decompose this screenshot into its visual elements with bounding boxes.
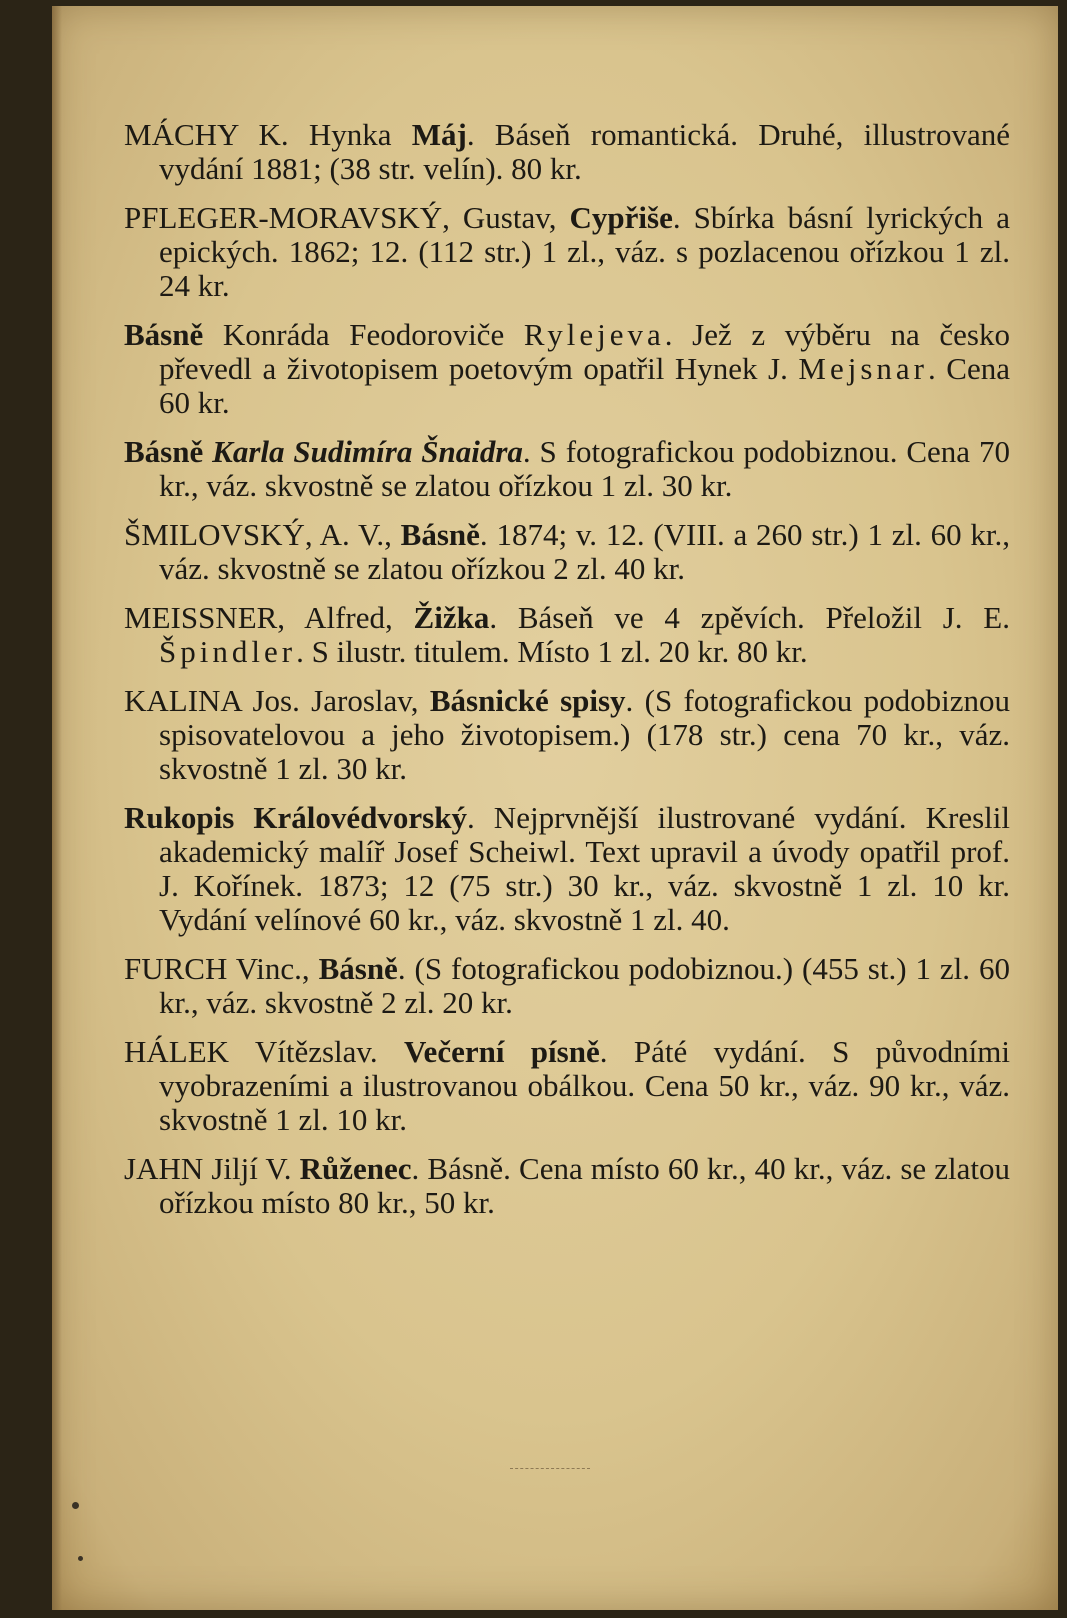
catalog-entry — [124, 801, 1010, 937]
catalog-entry — [124, 435, 1010, 503]
entry-author: ŠMILOVSKÝ, A. V., — [124, 517, 401, 552]
entry-details: . Páté vydání. S původními vyobrazeními a ilustrovanou obálkou. Cena 50 kr., váz. 90 kr., váz. skvostně 1 zl. 10 kr. — [159, 1034, 1011, 1137]
entry-author: MÁCHY K. Hynka — [124, 117, 412, 152]
catalog-entry — [124, 201, 1010, 303]
catalog-list — [124, 118, 1010, 1235]
entry-title: Večerní písně — [404, 1034, 600, 1069]
entry-details: . 1874; v. 12. (VIII. a 260 str.) 1 zl. 60 kr., váz. skvostně se zlatou ořízkou 2 zl. 40 kr. — [159, 517, 1010, 586]
entry-title: Rukopis Královédvorský — [124, 800, 467, 835]
catalog-entry — [124, 1035, 1010, 1137]
entry-title: Máj — [411, 117, 467, 152]
entry-title-italic: Karla Sudimíra Šnaidra — [203, 434, 523, 469]
entry-details: Konráda Feodoroviče — [203, 317, 524, 352]
entry-title: Žižka — [413, 600, 490, 635]
catalog-entry — [124, 1152, 1010, 1220]
entry-details: . S ilustr. titulem. Místo 1 zl. 20 kr. 80 kr. — [296, 634, 808, 669]
entry-title: Básně — [124, 317, 204, 352]
catalog-entry — [124, 318, 1010, 420]
entry-name-spaced: Rylejeva — [523, 317, 665, 352]
entry-details: . S fotografickou podobiznou. Cena 70 kr., váz. skvostně se zlatou ořízkou 1 zl. 30 kr. — [159, 434, 1010, 503]
entry-details: . Jež z výběru na česko převedl a životopisem poetovým opatřil Hynek J. — [159, 317, 1010, 386]
entry-details: . Sbírka básní lyrických a epických. 1862; 12. (112 str.) 1 zl., váz. s pozlacenou ořízkou 1 zl. 24 kr. — [159, 200, 1010, 303]
catalog-entry — [124, 684, 1010, 786]
entry-title: Básně — [124, 434, 204, 469]
entry-name-spaced: Špindler — [159, 634, 297, 669]
entry-author: MEISSNER, Alfred, — [124, 600, 414, 635]
catalog-entry — [124, 952, 1010, 1020]
catalog-entry — [124, 118, 1010, 186]
entry-details: . Nejprvnější ilustrované vydání. Kreslil akademický malíř Josef Scheiwl. Text upravil a úvody opatřil prof. J. Kořínek. 1873; 12 (75 str.) 30 kr., váz. skvostně 1 zl. 10 kr. Vydání velínové 60 kr., váz. skvostně 1 zl. 40. — [159, 800, 1010, 937]
entry-details: . Básně. Cena místo 60 kr., 40 kr., váz. se zlatou ořízkou místo 80 kr., 50 kr. — [159, 1151, 1010, 1220]
ink-speck — [78, 1556, 83, 1561]
ink-speck — [72, 1502, 79, 1509]
entry-title: Básnické spisy — [429, 683, 626, 718]
entry-title: Básně — [400, 517, 480, 552]
entry-title: Básně — [318, 951, 398, 986]
entry-name-spaced: Mejsnar — [798, 351, 928, 386]
entry-details: . Báseň ve 4 zpěvích. Přeložil J. E. — [489, 600, 1010, 635]
entry-title: Cypřiše — [569, 200, 673, 235]
entry-author: PFLEGER-MORAVSKÝ, Gustav, — [124, 200, 570, 235]
entry-details: . (S fotografickou podobiznou.) (455 st.) 1 zl. 60 kr., váz. skvostně 2 zl. 20 kr. — [159, 951, 1010, 1020]
entry-details: . Cena 60 kr. — [159, 351, 1010, 420]
entry-title: Růženec — [299, 1151, 412, 1186]
entry-author: HÁLEK Vítězslav. — [124, 1034, 405, 1069]
entry-author: JAHN Jiljí V. — [124, 1151, 300, 1186]
closing-divider — [510, 1468, 590, 1469]
catalog-entry — [124, 601, 1010, 669]
entry-author: FURCH Vinc., — [124, 951, 319, 986]
entry-author: KALINA Jos. Jaroslav, — [124, 683, 430, 718]
catalog-entry — [124, 518, 1010, 586]
entry-details: . (S fotografickou podobiznou spisovatelovou a jeho životopisem.) (178 str.) cena 70 kr., váz. skvostně 1 zl. 30 kr. — [159, 683, 1010, 786]
entry-details: . Báseň romantická. Druhé, illustrované vydání 1881; (38 str. velín). 80 kr. — [159, 117, 1010, 186]
